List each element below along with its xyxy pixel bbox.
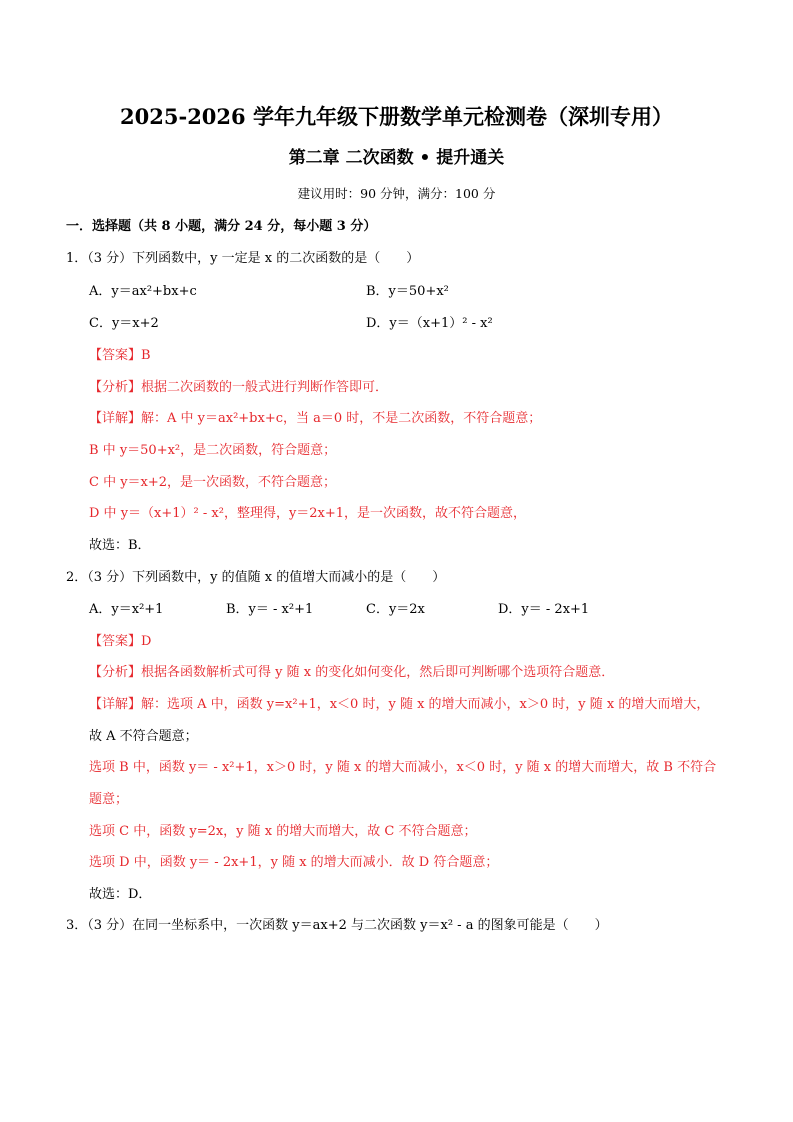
question-1-detail-2: B 中 y＝50+x²，是二次函数，符合题意； — [89, 443, 337, 458]
question-2-option-b: B．y＝ ‐ x²+1 — [226, 602, 314, 617]
question-2-detail-3: 选项 B 中，函数 y＝ ‐ x²+1，x＞0 时，y 随 x 的增大而减小，x＜0 时，y 随 x 的增大而增大，故 B 不符合 — [89, 760, 717, 775]
question-2-stem: 2．（3 分）下列函数中，y 的值随 x 的值增大而减小的是（ ） — [66, 570, 446, 585]
question-2-detail-1: 【详解】解：选项 A 中，函数 y=x²+1，x＜0 时，y 随 x 的增大而减小，x＞0 时，y 随 x 的增大而增大， — [89, 697, 710, 712]
question-1-detail-3: C 中 y＝x+2，是一次函数，不符合题意； — [89, 475, 337, 490]
question-2-detail-4: 题意； — [89, 792, 129, 807]
section-heading: 一．选择题（共 8 小题，满分 24 分，每小题 3 分） — [66, 219, 377, 234]
question-1-detail-4: D 中 y＝（x+1）² ‐ x²，整理得，y＝2x+1，是一次函数，故不符合题意， — [89, 506, 527, 521]
page-title: 2025-2026 学年九年级下册数学单元检测卷（深圳专用） — [120, 104, 673, 129]
question-1-analysis: 【分析】根据二次函数的一般式进行判断作答即可． — [89, 380, 389, 395]
chapter-subtitle: 第二章 二次函数 • 提升通关 — [288, 148, 505, 168]
question-1-conclusion: 故选：B． — [89, 538, 151, 553]
question-2-option-a: A．y＝x²+1 — [89, 602, 164, 617]
question-1-option-b: B．y＝50+x² — [366, 284, 449, 299]
question-1-option-d: D．y＝（x+1）² ‐ x² — [366, 316, 493, 331]
question-3-stem: 3．（3 分）在同一坐标系中，一次函数 y＝ax+2 与二次函数 y＝x² ‐ a 的图象可能是（ ） — [66, 918, 608, 933]
time-score-info: 建议用时：90 分钟，满分：100 分 — [297, 186, 496, 201]
question-1-answer: 【答案】B — [89, 348, 151, 363]
question-2-detail-6: 选项 D 中，函数 y＝ ‐ 2x+1，y 随 x 的增大而减小．故 D 符合题意； — [89, 855, 499, 870]
question-2-analysis: 【分析】根据各函数解析式可得 y 随 x 的变化如何变化，然后即可判断哪个选项符合题意． — [89, 665, 615, 680]
question-1-detail-1: 【详解】解：A 中 y＝ax²+bx+c，当 a＝0 时，不是二次函数，不符合题意； — [89, 411, 542, 426]
question-1-option-a: A．y＝ax²+bx+c — [89, 284, 197, 299]
question-1-stem: 1．（3 分）下列函数中，y 一定是 x 的二次函数的是（ ） — [66, 251, 420, 266]
question-2-option-c: C．y＝2x — [366, 602, 425, 617]
question-1-option-c: C．y＝x+2 — [89, 316, 159, 331]
question-2-detail-2: 故 A 不符合题意； — [89, 729, 198, 744]
question-2-conclusion: 故选：D． — [89, 887, 152, 902]
question-2-option-d: D．y＝ ‐ 2x+1 — [498, 602, 590, 617]
question-2-detail-5: 选项 C 中，函数 y=2x，y 随 x 的增大而增大，故 C 不符合题意； — [89, 824, 477, 839]
question-2-answer: 【答案】D — [89, 634, 152, 649]
